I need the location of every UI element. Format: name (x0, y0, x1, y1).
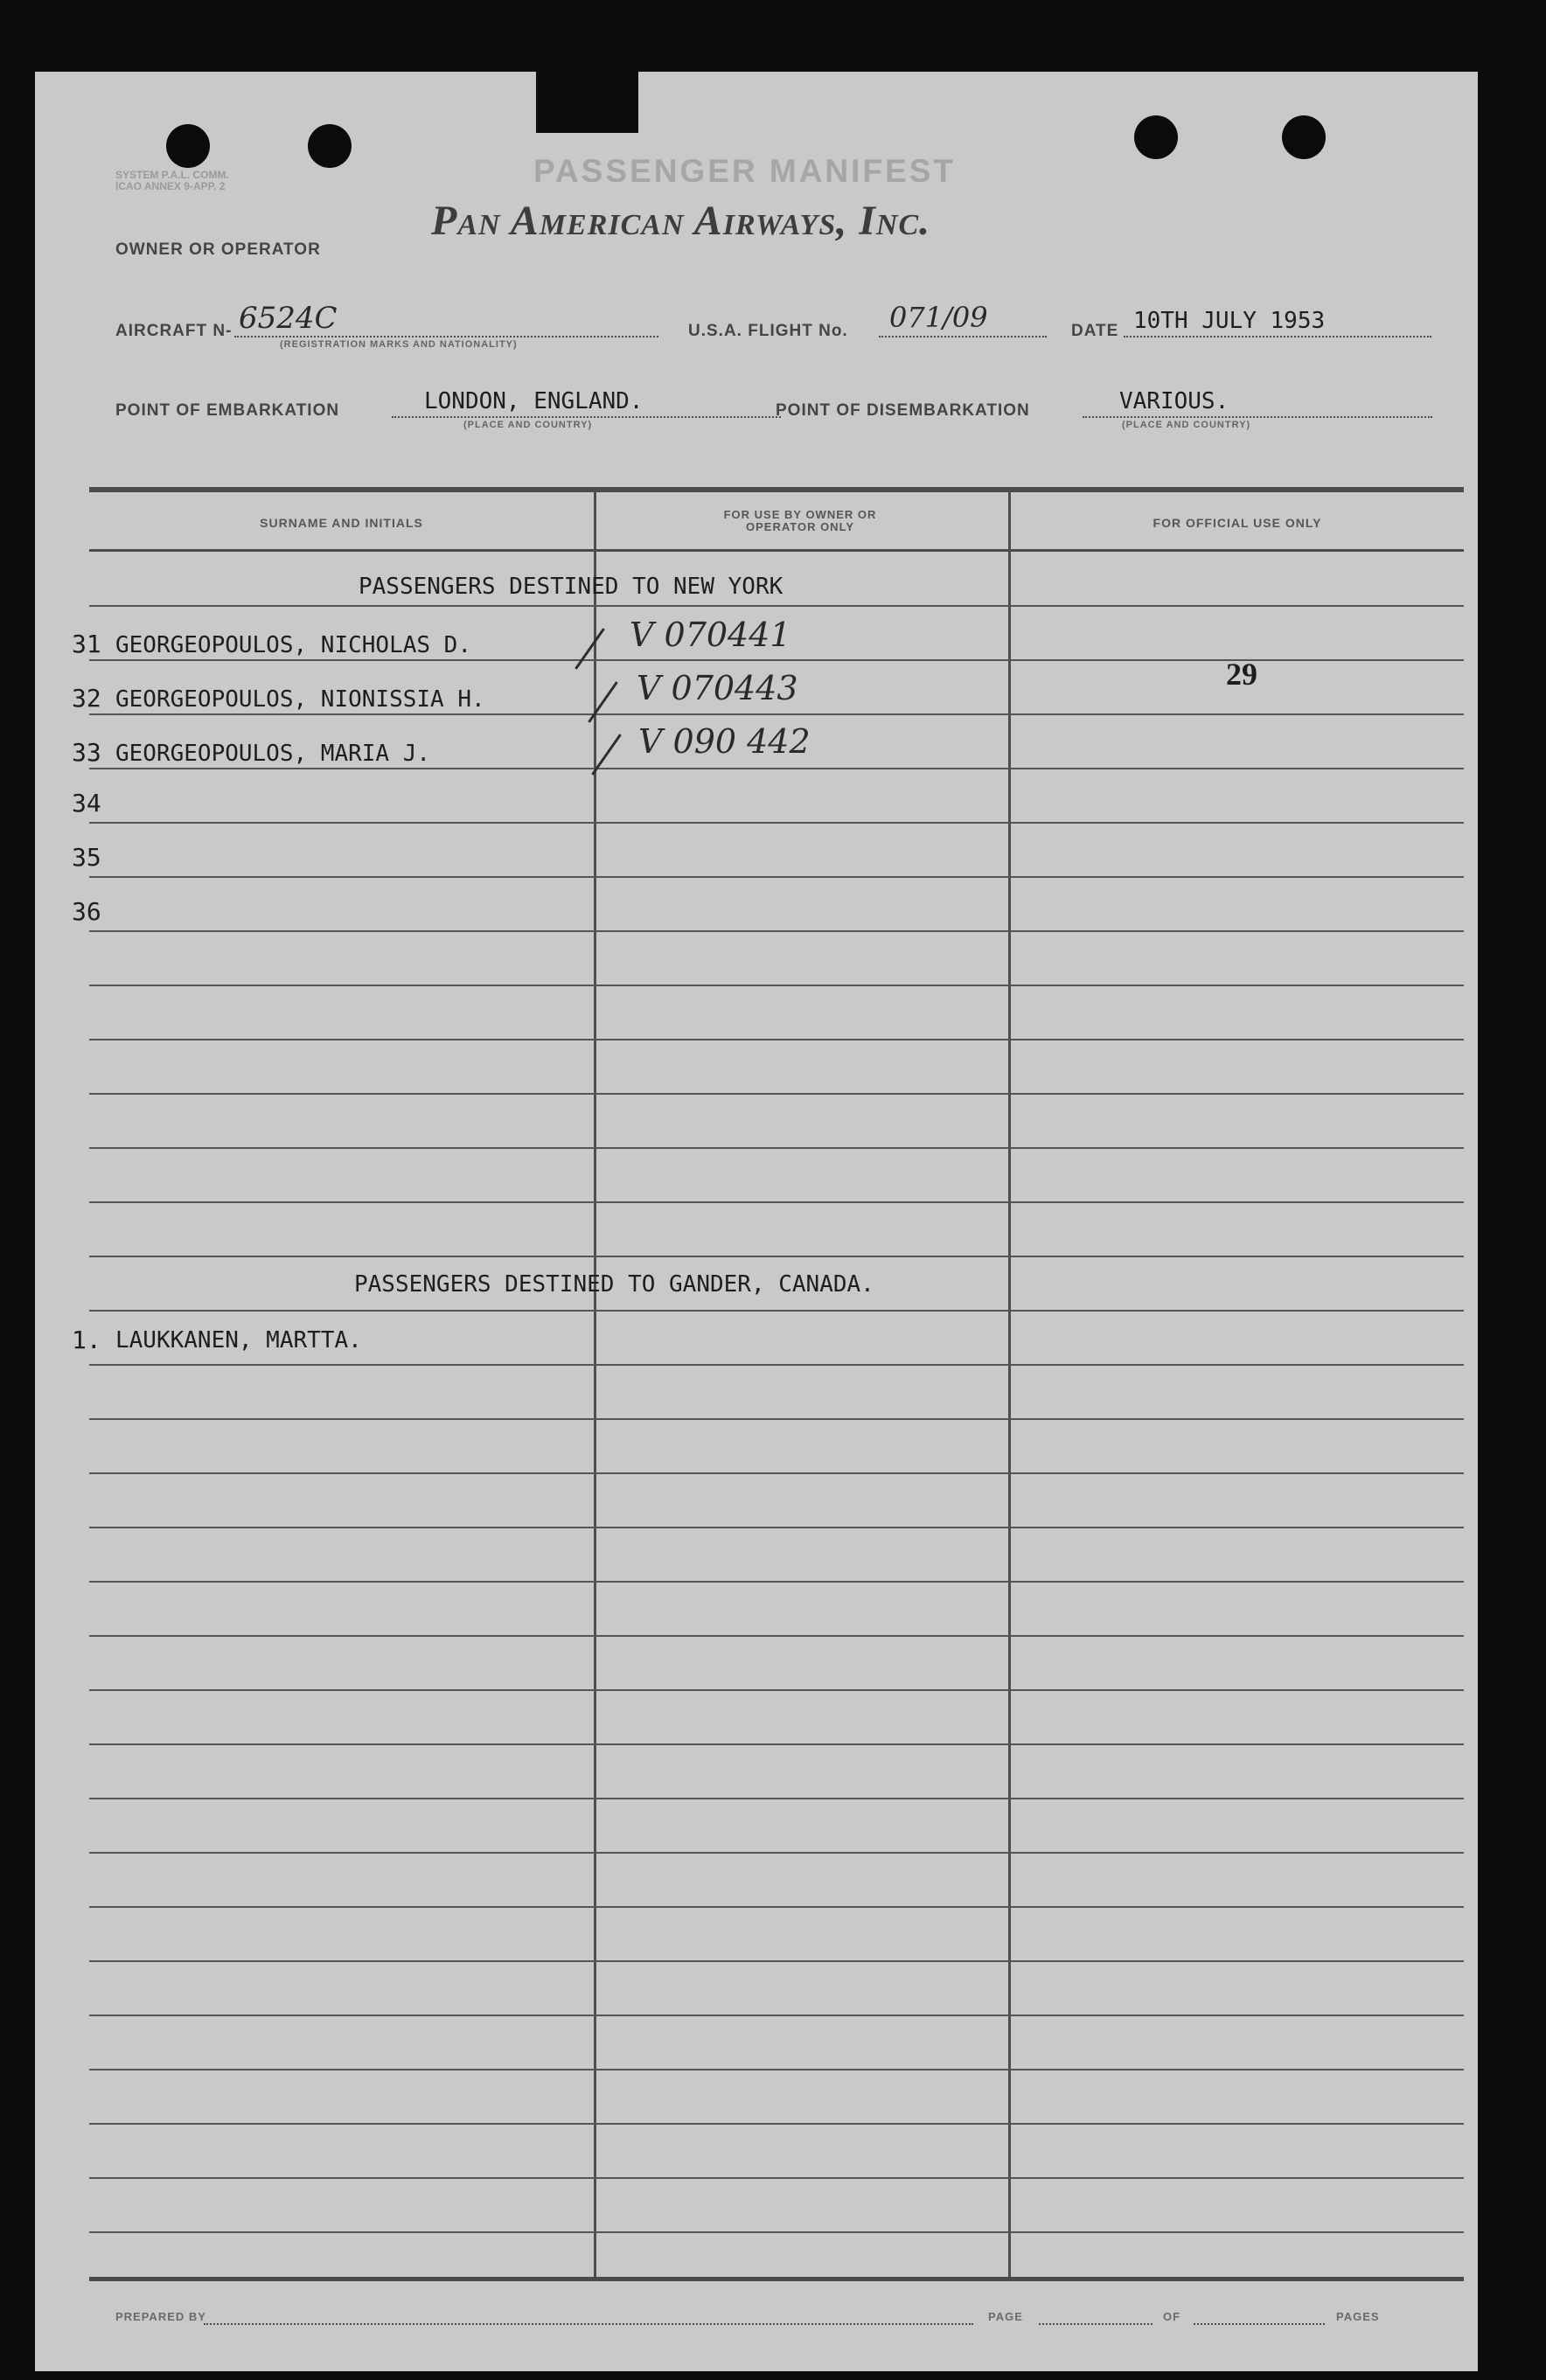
row-number: 31 (72, 630, 101, 658)
disembarkation-sublabel: (PLACE AND COUNTRY) (1122, 420, 1251, 430)
prepared-by-label: PREPARED BY (115, 2310, 206, 2323)
page-underline (1039, 2323, 1153, 2325)
embarkation-underline (392, 416, 781, 418)
ruled-line (89, 1527, 1464, 1528)
visa-number: V 070441 (630, 616, 791, 654)
aircraft-label: AIRCRAFT N- (115, 322, 233, 340)
page-label: PAGE (988, 2310, 1023, 2323)
flight-value: 071/09 (889, 301, 988, 334)
ruled-line (89, 1418, 1464, 1420)
ruled-line (89, 1906, 1464, 1908)
disembarkation-value: VARIOUS. (1119, 388, 1229, 414)
form-title: PASSENGER MANIFEST (533, 153, 956, 189)
owner-label: OWNER OR OPERATOR (115, 240, 321, 259)
ruled-line (89, 2177, 1464, 2179)
embarkation-value: LONDON, ENGLAND. (424, 388, 644, 414)
embarkation-sublabel: (PLACE AND COUNTRY) (463, 420, 593, 430)
binder-tab (536, 72, 638, 133)
aircraft-sublabel: (REGISTRATION MARKS AND NATIONALITY) (280, 339, 518, 350)
row-number: 33 (72, 738, 101, 767)
ruled-line (89, 605, 1464, 607)
aircraft-value: 6524C (239, 301, 338, 336)
airline-name: Pan American Airways, Inc. (431, 198, 931, 244)
ruled-line (89, 1960, 1464, 1962)
date-value: 10TH JULY 1953 (1133, 308, 1326, 334)
ruled-line (89, 2123, 1464, 2125)
ruled-line (89, 985, 1464, 986)
row-number: 35 (72, 843, 101, 872)
aircraft-underline (234, 336, 658, 338)
ruled-line (89, 1201, 1464, 1203)
manifest-page (35, 72, 1478, 2371)
punch-hole (308, 124, 352, 168)
section-heading: PASSENGERS DESTINED TO GANDER, CANADA. (354, 1271, 874, 1298)
column-header-surname: SURNAME AND INITIALS (260, 516, 423, 530)
row-number: 34 (72, 789, 101, 818)
ruled-line (89, 2069, 1464, 2070)
ruled-line (89, 1743, 1464, 1745)
ruled-line (89, 1689, 1464, 1691)
ruled-line (89, 1852, 1464, 1854)
ruled-line (89, 2231, 1464, 2233)
disembarkation-label: POINT OF DISEMBARKATION (776, 401, 1030, 420)
ruled-line (89, 822, 1464, 824)
passenger-name: LAUKKANEN, MARTTA. (115, 1327, 362, 1354)
column-divider (594, 490, 596, 2280)
ruled-line (89, 1581, 1464, 1583)
ruled-line (89, 1147, 1464, 1149)
punch-hole (166, 124, 210, 168)
ruled-line (89, 930, 1464, 932)
ruled-line (89, 1310, 1464, 1312)
header-bottom-rule (89, 549, 1464, 552)
prepared-by-underline (204, 2323, 973, 2325)
table-top-rule (89, 487, 1464, 492)
of-underline (1194, 2323, 1325, 2325)
ruled-line (89, 659, 1464, 661)
embarkation-label: POINT OF EMBARKATION (115, 401, 340, 420)
punch-hole (1134, 115, 1178, 159)
form-reference-line-2: ICAO ANNEX 9-APP. 2 (115, 180, 226, 192)
ruled-line (89, 1364, 1464, 1366)
ruled-line (89, 876, 1464, 878)
ruled-line (89, 1093, 1464, 1095)
flight-underline (879, 336, 1047, 338)
passenger-name: GEORGEOPOULOS, MARIA J. (115, 741, 431, 767)
passenger-name: GEORGEOPOULOS, NIONISSIA H. (115, 686, 485, 713)
pages-label: PAGES (1336, 2310, 1380, 2323)
ruled-line (89, 1039, 1464, 1040)
column-header-official: FOR OFFICIAL USE ONLY (1153, 516, 1322, 530)
section-heading: PASSENGERS DESTINED TO NEW YORK (359, 574, 783, 600)
row-number: 36 (72, 897, 101, 926)
disembarkation-underline (1083, 416, 1432, 418)
form-reference-line-1: SYSTEM P.A.L. COMM. (115, 169, 229, 181)
ruled-line (89, 1472, 1464, 1474)
ruled-line (89, 713, 1464, 715)
ruled-line (89, 2015, 1464, 2016)
row-number: 32 (72, 684, 101, 713)
ruled-line (89, 1798, 1464, 1799)
of-label: OF (1163, 2310, 1181, 2323)
official-number: 29 (1226, 657, 1257, 692)
passenger-name: GEORGEOPOULOS, NICHOLAS D. (115, 632, 471, 658)
visa-number: V 070443 (637, 669, 798, 707)
visa-number: V 090 442 (638, 722, 811, 761)
date-underline (1124, 336, 1431, 338)
row-number: 1. (72, 1326, 101, 1354)
column-header-operator: FOR USE BY OWNER OR OPERATOR ONLY (723, 508, 877, 533)
flight-label: U.S.A. FLIGHT No. (688, 322, 848, 340)
ruled-line (89, 1635, 1464, 1637)
ruled-line (89, 768, 1464, 769)
date-label: DATE (1071, 322, 1119, 340)
check-mark (588, 681, 618, 723)
check-mark (575, 628, 605, 670)
column-divider (1008, 490, 1011, 2280)
ruled-line (89, 1256, 1464, 1257)
table-bottom-rule (89, 2277, 1464, 2281)
punch-hole (1282, 115, 1326, 159)
